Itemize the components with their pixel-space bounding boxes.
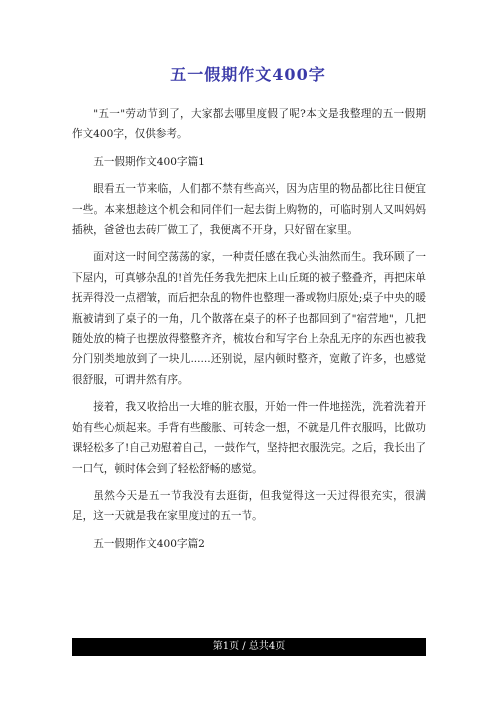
page-footer: 第1页 / 总共4页 xyxy=(72,638,426,656)
body-paragraph: 接着，我又收拾出一大堆的脏衣服，开始一件一件地搓洗，洗着洗着开始有些心烦起来。手背有些酸胀、可转念一想，不就是几件衣服吗，比做功课轻松多了!自己劝慰着自己，一鼓作气，坚持把衣服洗完。之后，我长出了一口气，顿时体会到了轻松舒畅的感觉。 xyxy=(72,401,426,475)
intro-paragraph: "五一"劳动节到了，大家都去哪里度假了呢?本文是我整理的五一假期作文400字，仅供参考。 xyxy=(72,108,426,141)
body-paragraph: 虽然今天是五一节我没有去逛街，但我觉得这一天过得很充实，很满足，这一天就是我在家里度过的五一节。 xyxy=(72,489,426,523)
page-title: 五一假期作文400字 xyxy=(170,65,326,84)
document-body xyxy=(72,104,426,561)
body-paragraph: 面对这一时间空荡荡的家，一种责任感在我心头油然而生。我环顾了一下屋内，可真够杂乱的!首先任务我先把床上山丘斑的被子整叠齐，再把床单抚弄得没一点褶皱，而后把杂乱的物件也整理一番或物归原处;桌子中央的暖瓶被请到了桌子的一角，几个散落在桌子的杯子也都回到了"宿营地"，几把随处放的椅子也摆放得整整齐齐，梳妆台和写字台上杂乱无序的东西也被我分门别类地放到了一块儿......还别说，屋内顿时整齐，宽敞了许多，也感觉很舒服，可谓井然有序。 xyxy=(72,251,426,386)
section-heading-1: 五一假期作文400字篇1 xyxy=(93,155,205,168)
body-paragraph: 眼看五一节来临，人们都不禁有些高兴，因为店里的物品都比往日便宜一些。本来想趁这个机会和同伴们一起去街上购物的，可临时别人又叫妈妈插秧，爸爸也去砖厂做工了，我便离不开身，只好留在家里。 xyxy=(72,183,426,237)
section-heading-2: 五一假期作文400字篇2 xyxy=(93,537,205,550)
